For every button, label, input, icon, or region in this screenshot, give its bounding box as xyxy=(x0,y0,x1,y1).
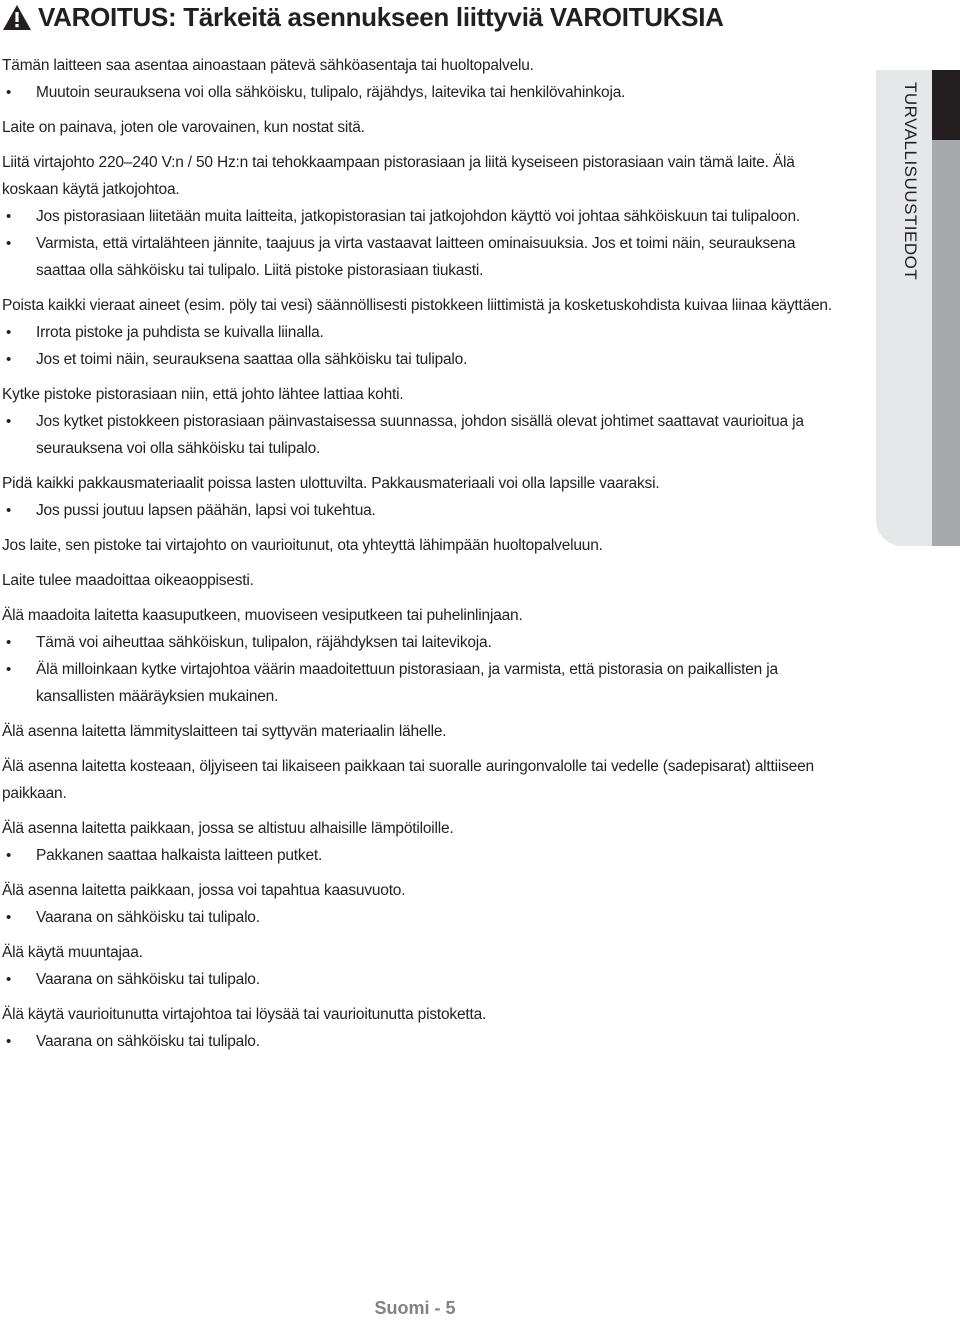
bullet-text: Pakkanen saattaa halkaista laitteen putket. xyxy=(36,847,323,864)
bullet-item xyxy=(2,656,847,710)
bullet-item xyxy=(2,203,847,230)
section-label: TURVALLISUUSTIEDOT xyxy=(901,82,920,281)
bullet-item xyxy=(2,408,847,462)
bullet-dot: • xyxy=(6,971,12,988)
bullet-dot: • xyxy=(6,84,12,101)
bullet-text: Jos pistorasiaan liitetään muita laitteita, jatkopistorasian tai jatkojohdon käyttö voi johtaa sähköiskuun tai tulipaloon. xyxy=(36,208,800,225)
paragraph: Älä käytä vaurioitunutta virtajohtoa tai löysää tai vaurioitunutta pistoketta. xyxy=(2,1006,487,1023)
bullet-dot: • xyxy=(6,634,12,651)
bullet-item xyxy=(2,79,847,106)
bullet-dot: • xyxy=(6,847,12,864)
bullet-dot: • xyxy=(6,1033,12,1050)
bullet-dot: • xyxy=(6,208,12,225)
paragraph: Laite on painava, joten ole varovainen, kun nostat sitä. xyxy=(2,119,365,136)
warning-content xyxy=(2,52,847,1055)
paragraph: Tämän laitteen saa asentaa ainoastaan pätevä sähköasentaja tai huoltopalvelu. xyxy=(2,57,534,74)
bullet-item xyxy=(2,904,847,931)
side-tab-grey-block xyxy=(932,140,960,546)
paragraph: Älä asenna laitetta paikkaan, jossa se altistuu alhaisille lämpötiloille. xyxy=(2,820,454,837)
paragraph: Jos laite, sen pistoke tai virtajohto on vaurioitunut, ota yhteyttä lähimpään huoltopalveluun. xyxy=(2,537,603,554)
bullet-text: Vaarana on sähköisku tai tulipalo. xyxy=(36,971,260,988)
bullet-item xyxy=(2,842,847,869)
page-header xyxy=(2,0,724,34)
bullet-dot: • xyxy=(6,661,12,678)
bullet-item xyxy=(2,346,847,373)
bullet-dot: • xyxy=(6,324,12,341)
paragraph: Älä maadoita laitetta kaasuputkeen, muoviseen vesiputkeen tai puhelinlinjaan. xyxy=(2,607,523,624)
page-number: Suomi - 5 xyxy=(374,1298,456,1318)
bullet-text: Varmista, että virtalähteen jännite, taajuus ja virta vastaavat laitteen ominaisuuksia. Jos et toimi näin, seurauksena saattaa olla sähköisku tai tulipalo. Liitä pistoke pistorasiaan tiukasti. xyxy=(36,235,796,279)
bullet-text: Irrota pistoke ja puhdista se kuivalla liinalla. xyxy=(36,324,324,341)
bullet-text: Tämä voi aiheuttaa sähköiskun, tulipalon, räjähdyksen tai laitevikoja. xyxy=(36,634,492,651)
bullet-text: Jos pussi joutuu lapsen päähän, lapsi voi tukehtua. xyxy=(36,502,376,519)
bullet-item xyxy=(2,230,847,284)
bullet-text: Vaarana on sähköisku tai tulipalo. xyxy=(36,909,260,926)
paragraph: Liitä virtajohto 220–240 V:n / 50 Hz:n tai tehokkaampaan pistorasiaan ja liitä kyseiseen pistorasiaan vain tämä laite. Älä koskaan käytä jatkojohtoa. xyxy=(2,154,795,198)
paragraph: Laite tulee maadoittaa oikeaoppisesti. xyxy=(2,572,254,589)
paragraph: Kytke pistoke pistorasiaan niin, että johto lähtee lattiaa kohti. xyxy=(2,386,404,403)
bullet-item xyxy=(2,1028,847,1055)
bullet-item xyxy=(2,629,847,656)
warning-icon xyxy=(2,4,32,31)
bullet-item xyxy=(2,497,847,524)
bullet-dot: • xyxy=(6,502,12,519)
section-side-tab xyxy=(876,70,960,546)
bullet-text: Jos kytket pistokkeen pistorasiaan päinvastaisessa suunnassa, johdon sisällä olevat johtimet saattavat vaurioitua ja seurauksena voi olla sähköisku tai tulipalo. xyxy=(36,413,804,457)
paragraph: Älä asenna laitetta paikkaan, jossa voi tapahtua kaasuvuoto. xyxy=(2,882,406,899)
bullet-item xyxy=(2,319,847,346)
paragraph: Älä käytä muuntajaa. xyxy=(2,944,143,961)
paragraph: Poista kaikki vieraat aineet (esim. pöly tai vesi) säännöllisesti pistokkeen liittimistä ja kosketuskohdista kuivaa liinaa käyttäen. xyxy=(2,297,832,314)
bullet-text: Muutoin seurauksena voi olla sähköisku, tulipalo, räjähdys, laitevika tai henkilövahinkoja. xyxy=(36,84,626,101)
paragraph: Pidä kaikki pakkausmateriaalit poissa lasten ulottuvilta. Pakkausmateriaali voi olla lapsille vaaraksi. xyxy=(2,475,660,492)
side-tab-dark-block xyxy=(932,70,960,140)
paragraph: Älä asenna laitetta lämmityslaitteen tai syttyvän materiaalin lähelle. xyxy=(2,723,447,740)
bullet-text: Jos et toimi näin, seurauksena saattaa olla sähköisku tai tulipalo. xyxy=(36,351,468,368)
bullet-item xyxy=(2,966,847,993)
paragraph: Älä asenna laitetta kosteaan, öljyiseen tai likaiseen paikkaan tai suoralle auringonvalolle tai vedelle (sadepisarat) alttiiseen paikkaan. xyxy=(2,758,814,802)
bullet-text: Älä milloinkaan kytke virtajohtoa väärin maadoitettuun pistorasiaan, ja varmista, että pistorasia on paikallisten ja kansallisten määräyksien mukainen. xyxy=(36,661,778,705)
page-title: VAROITUS: Tärkeitä asennukseen liittyviä VAROITUKSIA xyxy=(38,1,724,32)
bullet-dot: • xyxy=(6,909,12,926)
bullet-text: Vaarana on sähköisku tai tulipalo. xyxy=(36,1033,260,1050)
bullet-dot: • xyxy=(6,351,12,368)
bullet-dot: • xyxy=(6,413,12,430)
bullet-dot: • xyxy=(6,235,12,252)
